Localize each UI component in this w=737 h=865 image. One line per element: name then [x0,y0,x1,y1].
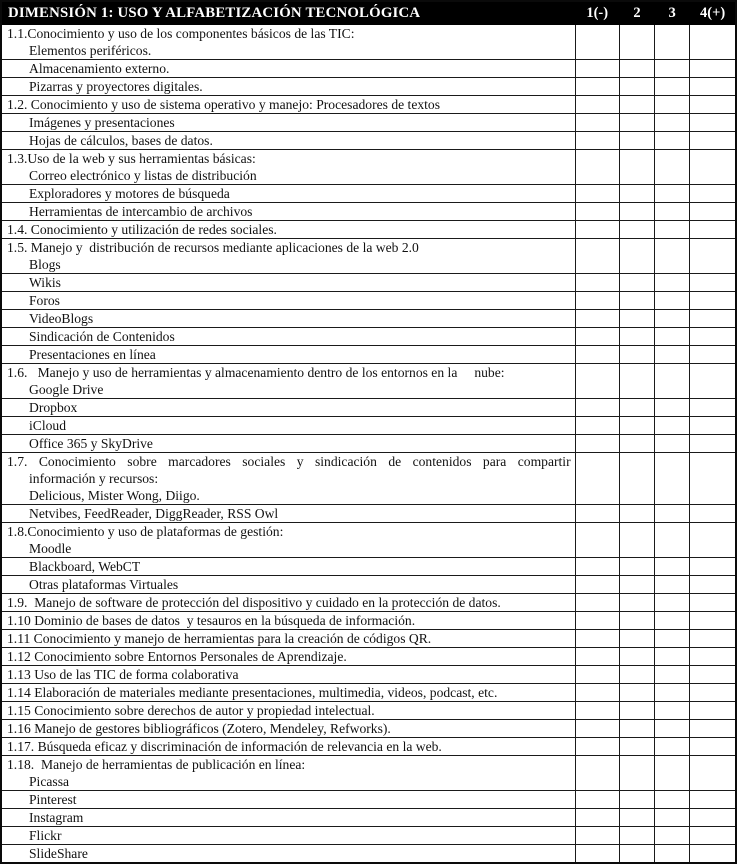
rating-cell-col4[interactable] [690,203,736,221]
rating-cell-col2[interactable] [619,612,654,630]
rating-cell-col3[interactable] [655,346,690,364]
rating-cell-col1[interactable] [575,756,619,791]
rating-cell-col4[interactable] [690,523,736,558]
rating-cell-col4[interactable] [690,114,736,132]
rating-cell-col3[interactable] [655,505,690,523]
rating-cell-col2[interactable] [619,453,654,505]
rating-cell-col2[interactable] [619,845,654,864]
rating-cell-col2[interactable] [619,756,654,791]
rating-cell-col2[interactable] [619,666,654,684]
item-line: Pizarras y proyectores digitales. [29,79,203,94]
item-text-cell [1,150,575,185]
rating-cell-col3[interactable] [655,720,690,738]
rating-cell-col1[interactable] [575,648,619,666]
item-text-cell [1,328,575,346]
rating-cell-col4[interactable] [690,399,736,417]
rating-cell-col2[interactable] [619,827,654,845]
rating-cell-col1[interactable] [575,594,619,612]
item-line: 1.13 Uso de las TIC de forma colaborativa [7,667,239,682]
item-text-cell [1,756,575,791]
rating-cell-col4[interactable] [690,328,736,346]
table-body [1,25,736,864]
item-text-cell [1,221,575,239]
rating-cell-col3[interactable] [655,666,690,684]
item-text-cell [1,827,575,845]
rating-cell-col2[interactable] [619,114,654,132]
rating-cell-col2[interactable] [619,78,654,96]
table-row [1,346,736,364]
table-row [1,684,736,702]
table-row [1,845,736,864]
item-text-cell [1,738,575,756]
item-line: 1.1.Conocimiento y uso de los componentes básicos de las TIC: [7,26,355,41]
rating-cell-col4[interactable] [690,612,736,630]
item-line: 1.12 Conocimiento sobre Entornos Personales de Aprendizaje. [7,649,347,664]
item-text-cell [1,791,575,809]
rating-cell-col3[interactable] [655,756,690,791]
rating-cell-col2[interactable] [619,399,654,417]
item-text-cell [1,292,575,310]
item-line: Office 365 y SkyDrive [29,436,153,451]
rating-cell-col1[interactable] [575,845,619,864]
rating-cell-col1[interactable] [575,505,619,523]
item-text-cell [1,25,575,60]
rating-cell-col4[interactable] [690,453,736,505]
column-header-2: 2 [619,1,654,25]
rating-cell-col1[interactable] [575,310,619,328]
rating-cell-col2[interactable] [619,292,654,310]
rating-cell-col1[interactable] [575,203,619,221]
item-text-cell [1,594,575,612]
rating-cell-col2[interactable] [619,720,654,738]
table-header [1,1,736,25]
rating-cell-col2[interactable] [619,809,654,827]
rating-cell-col3[interactable] [655,310,690,328]
rating-cell-col3[interactable] [655,558,690,576]
rating-cell-col3[interactable] [655,845,690,864]
rating-cell-col3[interactable] [655,791,690,809]
item-text-cell [1,346,575,364]
item-text-cell [1,364,575,399]
item-line: información y recursos: [29,471,159,486]
rating-cell-col2[interactable] [619,738,654,756]
item-text-cell [1,505,575,523]
item-text-cell [1,684,575,702]
rating-cell-col1[interactable] [575,346,619,364]
table-row [1,310,736,328]
rating-cell-col1[interactable] [575,185,619,203]
rating-cell-col4[interactable] [690,364,736,399]
rating-cell-col1[interactable] [575,239,619,274]
item-line: 1.17. Búsqueda eficaz y discriminación de información de relevancia en la web. [7,739,442,754]
rating-cell-col2[interactable] [619,576,654,594]
rating-cell-col4[interactable] [690,346,736,364]
dimension-title: DIMENSIÓN 1: USO Y ALFABETIZACIÓN TECNOLÓGICA [1,1,575,25]
table-row [1,791,736,809]
rating-cell-col1[interactable] [575,630,619,648]
rating-cell-col2[interactable] [619,505,654,523]
item-text-cell [1,666,575,684]
rating-cell-col4[interactable] [690,576,736,594]
item-line: 1.14 Elaboración de materiales mediante presentaciones, multimedia, videos, podcast, etc. [7,685,498,700]
rating-cell-col4[interactable] [690,78,736,96]
rating-cell-col4[interactable] [690,310,736,328]
table-row [1,78,736,96]
rating-cell-col3[interactable] [655,60,690,78]
table-row [1,96,736,114]
item-line: Exploradores y motores de búsqueda [29,186,230,201]
item-text-cell [1,435,575,453]
rating-cell-col2[interactable] [619,60,654,78]
rating-cell-col3[interactable] [655,25,690,60]
header-row [1,1,736,25]
rating-cell-col4[interactable] [690,60,736,78]
rating-cell-col3[interactable] [655,684,690,702]
rating-cell-col4[interactable] [690,791,736,809]
rating-cell-col1[interactable] [575,132,619,150]
rating-cell-col2[interactable] [619,346,654,364]
table-row [1,417,736,435]
item-line: Elementos periféricos. [29,43,152,58]
rating-cell-col1[interactable] [575,791,619,809]
table-row [1,114,736,132]
rating-cell-col3[interactable] [655,435,690,453]
table-row [1,630,736,648]
item-line: Wikis [29,275,61,290]
table-row [1,756,736,791]
item-text-cell [1,845,575,864]
table-row [1,720,736,738]
rating-cell-col3[interactable] [655,738,690,756]
rating-cell-col3[interactable] [655,827,690,845]
table-row [1,399,736,417]
item-line: Blogs [29,257,61,272]
item-line: 1.18. Manejo de herramientas de publicación en línea: [7,757,306,772]
item-line: 1.15 Conocimiento sobre derechos de autor y propiedad intelectual. [7,703,375,718]
table-row [1,292,736,310]
item-line: Foros [29,293,60,308]
item-text-cell [1,417,575,435]
item-line: Google Drive [29,382,104,397]
item-line: 1.11 Conocimiento y manejo de herramientas para la creación de códigos QR. [7,631,432,646]
rating-cell-col1[interactable] [575,576,619,594]
item-line: Blackboard, WebCT [29,559,141,574]
column-header-3: 3 [655,1,690,25]
rating-cell-col3[interactable] [655,78,690,96]
rating-cell-col2[interactable] [619,702,654,720]
rating-cell-col3[interactable] [655,523,690,558]
item-text-cell [1,558,575,576]
item-line: Correo electrónico y listas de distribución [29,168,257,183]
table-row [1,364,736,399]
rating-cell-col3[interactable] [655,576,690,594]
item-text-cell [1,60,575,78]
rating-cell-col2[interactable] [619,25,654,60]
rating-cell-col3[interactable] [655,274,690,292]
table-row [1,150,736,185]
rating-cell-col2[interactable] [619,150,654,185]
rating-cell-col1[interactable] [575,738,619,756]
rating-cell-col3[interactable] [655,594,690,612]
table-row [1,328,736,346]
rating-cell-col1[interactable] [575,114,619,132]
item-line: Dropbox [29,400,78,415]
rating-cell-col2[interactable] [619,239,654,274]
table-row [1,25,736,60]
item-text-cell [1,576,575,594]
rating-cell-col3[interactable] [655,328,690,346]
rating-cell-col3[interactable] [655,809,690,827]
table-row [1,809,736,827]
table-row [1,221,736,239]
rating-cell-col1[interactable] [575,328,619,346]
rating-cell-col2[interactable] [619,221,654,239]
item-line: 1.8.Conocimiento y uso de plataformas de gestión: [7,524,284,539]
rating-cell-col4[interactable] [690,435,736,453]
item-line: 1.4. Conocimiento y utilización de redes sociales. [7,222,277,237]
table-row [1,612,736,630]
rating-cell-col4[interactable] [690,239,736,274]
table-row [1,185,736,203]
rating-cell-col2[interactable] [619,132,654,150]
rating-cell-col3[interactable] [655,150,690,185]
rating-cell-col3[interactable] [655,453,690,505]
rating-cell-col4[interactable] [690,558,736,576]
item-text-cell [1,720,575,738]
table-row [1,274,736,292]
item-line: Delicious, Mister Wong, Diigo. [29,488,200,503]
rating-cell-col1[interactable] [575,292,619,310]
table-row [1,666,736,684]
table-row [1,702,736,720]
rating-cell-col1[interactable] [575,274,619,292]
table-row [1,435,736,453]
item-text-cell [1,453,575,505]
rating-cell-col2[interactable] [619,274,654,292]
item-line: Moodle [29,541,72,556]
rating-cell-col3[interactable] [655,630,690,648]
table-row [1,505,736,523]
table-row [1,453,736,505]
rating-cell-col1[interactable] [575,78,619,96]
rating-cell-col4[interactable] [690,720,736,738]
rating-cell-col1[interactable] [575,558,619,576]
rating-cell-col4[interactable] [690,96,736,114]
item-text-cell [1,310,575,328]
table-row [1,594,736,612]
rating-cell-col3[interactable] [655,239,690,274]
table-row [1,827,736,845]
rating-cell-col4[interactable] [690,666,736,684]
rating-cell-col1[interactable] [575,25,619,60]
rating-cell-col4[interactable] [690,827,736,845]
rating-cell-col2[interactable] [619,558,654,576]
rating-cell-col4[interactable] [690,132,736,150]
rating-cell-col4[interactable] [690,185,736,203]
rating-cell-col3[interactable] [655,364,690,399]
rating-cell-col3[interactable] [655,185,690,203]
rating-cell-col1[interactable] [575,96,619,114]
item-text-cell [1,239,575,274]
item-text-cell [1,274,575,292]
rating-cell-col4[interactable] [690,150,736,185]
rating-cell-col2[interactable] [619,684,654,702]
item-line: Instagram [29,810,84,825]
rating-cell-col1[interactable] [575,809,619,827]
item-line: 1.5. Manejo y distribución de recursos mediante aplicaciones de la web 2.0 [7,240,419,255]
table-row [1,523,736,558]
rating-cell-col3[interactable] [655,612,690,630]
rating-cell-col4[interactable] [690,738,736,756]
rating-cell-col4[interactable] [690,630,736,648]
item-line: Herramientas de intercambio de archivos [29,204,253,219]
rating-cell-col1[interactable] [575,150,619,185]
rating-cell-col2[interactable] [619,96,654,114]
item-text-cell [1,648,575,666]
rating-cell-col4[interactable] [690,274,736,292]
rating-cell-col1[interactable] [575,364,619,399]
item-text-cell [1,702,575,720]
item-line: Netvibes, FeedReader, DiggReader, RSS Owl [29,506,279,521]
rating-cell-col3[interactable] [655,96,690,114]
rating-cell-col2[interactable] [619,203,654,221]
item-line: Presentaciones en línea [29,347,156,362]
rating-cell-col2[interactable] [619,630,654,648]
column-header-4: 4(+) [690,1,736,25]
item-line: SlideShare [29,846,88,861]
rating-cell-col1[interactable] [575,435,619,453]
rating-cell-col1[interactable] [575,720,619,738]
item-line: 1.16 Manejo de gestores bibliográficos (Zotero, Mendeley, Refworks). [7,721,391,736]
rating-cell-col4[interactable] [690,25,736,60]
rating-cell-col1[interactable] [575,399,619,417]
rating-cell-col4[interactable] [690,594,736,612]
rating-cell-col1[interactable] [575,523,619,558]
table-row [1,648,736,666]
item-text-cell [1,114,575,132]
item-text-cell [1,523,575,558]
rating-cell-col4[interactable] [690,809,736,827]
rating-cell-col1[interactable] [575,702,619,720]
rating-cell-col2[interactable] [619,328,654,346]
item-text-cell [1,399,575,417]
item-text-cell [1,612,575,630]
rating-cell-col4[interactable] [690,648,736,666]
item-text-cell [1,203,575,221]
rating-cell-col1[interactable] [575,684,619,702]
item-text-cell [1,185,575,203]
rating-cell-col2[interactable] [619,185,654,203]
item-line: 1.10 Dominio de bases de datos y tesauros en la búsqueda de información. [7,613,416,628]
rating-cell-col2[interactable] [619,364,654,399]
rating-cell-col3[interactable] [655,114,690,132]
table-row [1,738,736,756]
item-text-cell [1,809,575,827]
item-line: Otras plataformas Virtuales [29,577,179,592]
item-text-cell [1,78,575,96]
item-line: 1.7. Conocimiento sobre marcadores sociales y sindicación de contenidos para compartir [7,454,571,469]
rating-cell-col3[interactable] [655,221,690,239]
table-row [1,60,736,78]
rating-cell-col3[interactable] [655,417,690,435]
item-line: Almacenamiento externo. [29,61,170,76]
rating-cell-col2[interactable] [619,523,654,558]
rating-cell-col4[interactable] [690,702,736,720]
table-row [1,239,736,274]
item-text-cell [1,96,575,114]
rating-cell-col2[interactable] [619,594,654,612]
item-line: Flickr [29,828,62,843]
rating-cell-col4[interactable] [690,221,736,239]
rating-cell-col3[interactable] [655,203,690,221]
rating-cell-col2[interactable] [619,435,654,453]
table-row [1,203,736,221]
rating-cell-col1[interactable] [575,827,619,845]
item-line: Sindicación de Contenidos [29,329,175,344]
rating-cell-col4[interactable] [690,845,736,864]
item-text-cell [1,630,575,648]
item-line: Picassa [29,774,70,789]
rating-cell-col3[interactable] [655,399,690,417]
item-line: VideoBlogs [29,311,94,326]
rating-cell-col3[interactable] [655,292,690,310]
item-line: Pinterest [29,792,77,807]
rating-cell-col3[interactable] [655,648,690,666]
table-row [1,576,736,594]
rating-cell-col2[interactable] [619,310,654,328]
rating-cell-col1[interactable] [575,417,619,435]
item-line: Imágenes y presentaciones [29,115,175,130]
rating-cell-col1[interactable] [575,612,619,630]
item-line: 1.6. Manejo y uso de herramientas y almacenamiento dentro de los entornos en la nube: [7,365,505,380]
item-line: Hojas de cálculos, bases de datos. [29,133,213,148]
rating-cell-col3[interactable] [655,702,690,720]
item-line: 1.2. Conocimiento y uso de sistema operativo y manejo: Procesadores de textos [7,97,441,112]
rating-cell-col2[interactable] [619,791,654,809]
item-line: 1.3.Uso de la web y sus herramientas básicas: [7,151,256,166]
rating-cell-col1[interactable] [575,60,619,78]
table-row [1,558,736,576]
rating-cell-col1[interactable] [575,221,619,239]
item-text-cell [1,132,575,150]
rating-cell-col1[interactable] [575,666,619,684]
rating-cell-col4[interactable] [690,505,736,523]
item-line: iCloud [29,418,67,433]
rating-cell-col4[interactable] [690,417,736,435]
column-header-1: 1(-) [575,1,619,25]
rating-cell-col4[interactable] [690,292,736,310]
rating-cell-col4[interactable] [690,684,736,702]
rating-cell-col1[interactable] [575,453,619,505]
rating-cell-col4[interactable] [690,756,736,791]
rating-cell-col3[interactable] [655,132,690,150]
table-row [1,132,736,150]
rating-cell-col2[interactable] [619,648,654,666]
item-line: 1.9. Manejo de software de protección del dispositivo y cuidado en la protección de datos. [7,595,501,610]
rating-cell-col2[interactable] [619,417,654,435]
